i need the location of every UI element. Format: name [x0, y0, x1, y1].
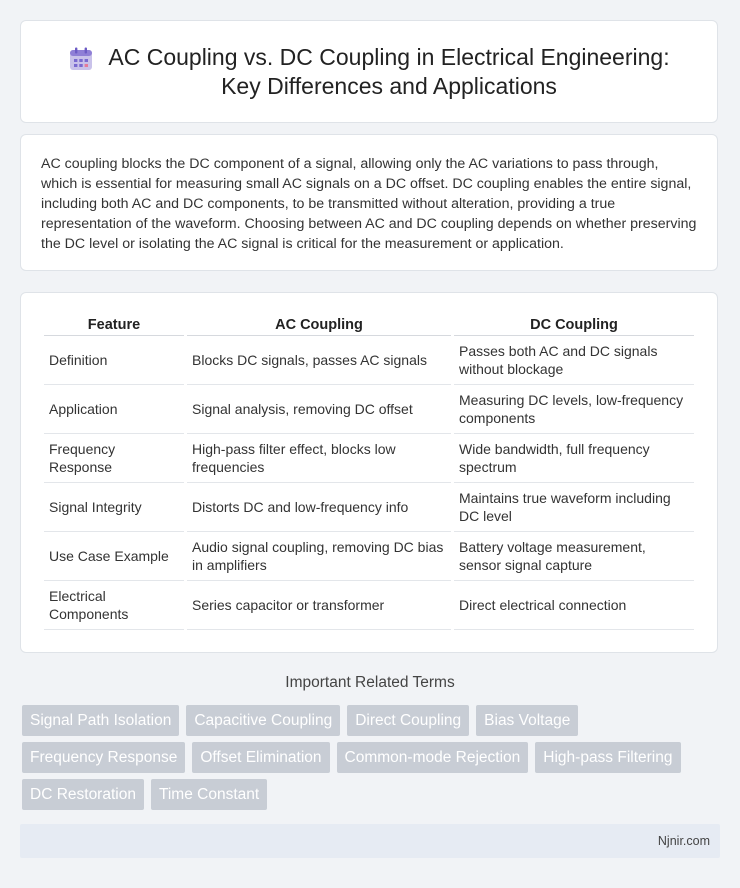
table-row	[44, 581, 694, 630]
cell-feature: Application	[44, 385, 184, 434]
header-feature: Feature	[44, 311, 184, 336]
cell-dc: Direct electrical connection	[454, 581, 694, 630]
cell-ac: Audio signal coupling, removing DC bias in amplifiers	[187, 532, 451, 581]
table-row	[44, 483, 694, 532]
term-tag[interactable]: Bias Voltage	[476, 705, 578, 736]
cell-dc: Maintains true waveform including DC level	[454, 483, 694, 532]
cell-feature: Frequency Response	[44, 434, 184, 483]
cell-ac: High-pass filter effect, blocks low frequencies	[187, 434, 451, 483]
term-tag[interactable]: Signal Path Isolation	[22, 705, 179, 736]
table-row	[44, 336, 694, 385]
term-tag[interactable]: Time Constant	[151, 779, 267, 810]
term-tag[interactable]: Frequency Response	[22, 742, 185, 773]
page-title-line2: Key Differences and Applications	[221, 72, 557, 99]
cell-dc: Wide bandwidth, full frequency spectrum	[454, 434, 694, 483]
cell-feature: Use Case Example	[44, 532, 184, 581]
cell-ac: Signal analysis, removing DC offset	[187, 385, 451, 434]
term-tag[interactable]: Capacitive Coupling	[186, 705, 340, 736]
header-dc-coupling: DC Coupling	[454, 311, 694, 336]
cell-feature: Definition	[44, 336, 184, 385]
page-title	[108, 43, 669, 101]
page-title-line1: AC Coupling vs. DC Coupling in Electrical Engineering:	[108, 43, 670, 70]
title-card	[20, 20, 718, 123]
term-tag[interactable]: Common-mode Rejection	[337, 742, 529, 773]
cell-dc: Passes both AC and DC signals without blockage	[454, 336, 694, 385]
footer-site-link[interactable]: Njnir.com	[657, 834, 710, 848]
cell-feature: Signal Integrity	[44, 483, 184, 532]
table-row	[44, 385, 694, 434]
comparison-card	[20, 292, 718, 653]
cell-ac: Distorts DC and low-frequency info	[187, 483, 451, 532]
cell-ac: Blocks DC signals, passes AC signals	[187, 336, 451, 385]
term-tag[interactable]: Offset Elimination	[192, 742, 329, 773]
term-tag[interactable]: Direct Coupling	[347, 705, 469, 736]
header-ac-coupling: AC Coupling	[187, 311, 451, 336]
footer	[20, 824, 720, 858]
cell-dc: Measuring DC levels, low-frequency components	[454, 385, 694, 434]
cell-feature: Electrical Components	[44, 581, 184, 630]
intro-paragraph: AC coupling blocks the DC component of a signal, allowing only the AC variations to pass through, which is essential for measuring small AC signals on a DC offset. DC coupling enables the entire signal, including both AC and DC components, to be transmitted without alteration, providing a true representation of the waveform. Choosing between AC and DC coupling depends on whether preserving the DC level or isolating the AC signal is critical for the measurement or application.	[41, 156, 697, 252]
cell-ac: Series capacitor or transformer	[187, 581, 451, 630]
calendar-icon	[68, 46, 94, 72]
table-row	[44, 532, 694, 581]
related-terms-list	[22, 705, 722, 816]
term-tag[interactable]: High-pass Filtering	[535, 742, 680, 773]
cell-dc: Battery voltage measurement, sensor signal capture	[454, 532, 694, 581]
table-row	[44, 434, 694, 483]
term-tag[interactable]: DC Restoration	[22, 779, 144, 810]
table-header-row	[44, 311, 694, 336]
related-terms-heading: Important Related Terms	[285, 674, 455, 691]
intro-card	[20, 134, 718, 271]
title-wrap	[68, 43, 669, 101]
comparison-table	[41, 311, 697, 630]
